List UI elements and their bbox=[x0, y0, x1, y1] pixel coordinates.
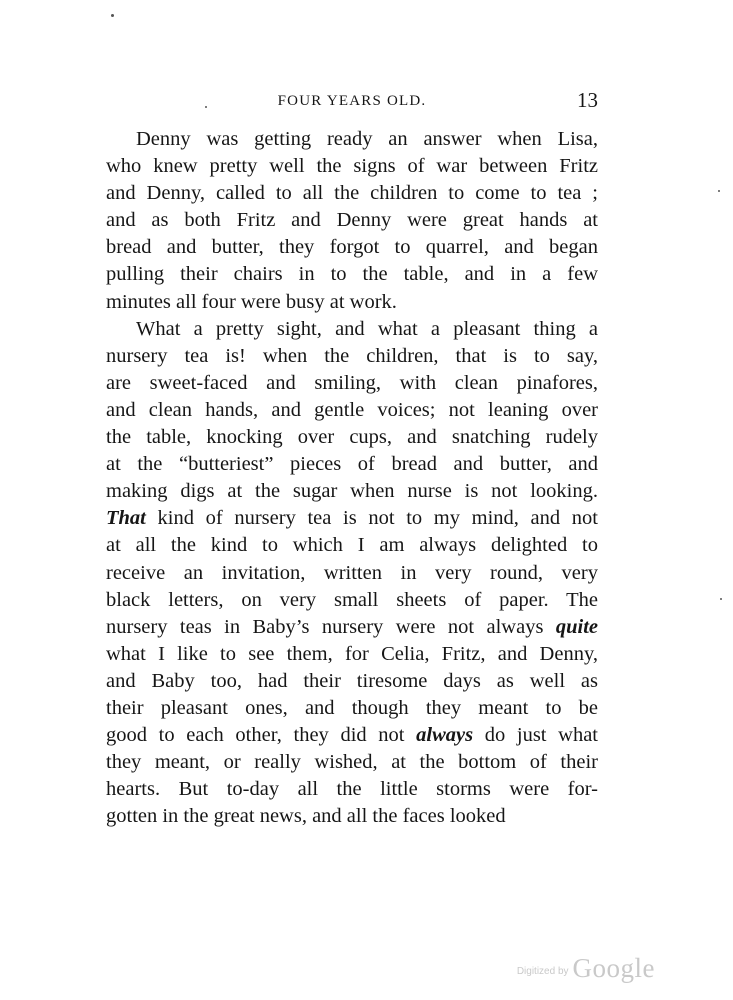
text-line bbox=[106, 587, 598, 614]
running-title: FOUR YEARS OLD. bbox=[277, 93, 427, 109]
line-text: black letters, on very small sheets of paper. The bbox=[106, 588, 598, 611]
line-text: hearts. But to-day all the little storms were for- bbox=[106, 778, 598, 801]
text-line bbox=[106, 316, 598, 343]
watermark-prefix: Digitized by bbox=[516, 966, 569, 977]
scan-speck bbox=[720, 598, 722, 600]
text-line bbox=[106, 451, 598, 478]
line-text: nursery tea is! when the children, that is to say, bbox=[106, 344, 598, 367]
text-line bbox=[106, 370, 598, 397]
text-line bbox=[106, 261, 598, 288]
running-header bbox=[106, 88, 598, 114]
line-text: at the “butteriest” pieces of bread and butter, and bbox=[106, 453, 598, 476]
line-text: nursery teas in Baby’s nursery were not always bbox=[106, 615, 556, 638]
text-line bbox=[106, 397, 598, 424]
line-text: receive an invitation, written in very round, very bbox=[106, 561, 598, 584]
text-line bbox=[106, 722, 598, 749]
line-text: who knew pretty well the signs of war between Fritz bbox=[106, 155, 598, 178]
line-text: good to each other, they did not bbox=[106, 724, 417, 747]
line-text: and Denny, called to all the children to come to tea ; bbox=[106, 182, 598, 205]
line-text: at all the kind to which I am always delighted to bbox=[106, 534, 598, 557]
text-line bbox=[106, 614, 598, 641]
text-line bbox=[106, 289, 598, 316]
line-text: are sweet-faced and smiling, with clean pinafores, bbox=[106, 371, 598, 394]
line-text: kind of nursery tea is not to my mind, and not bbox=[145, 507, 598, 530]
line-text: Denny was getting ready an answer when Lisa, bbox=[136, 128, 598, 150]
text-line bbox=[106, 153, 598, 180]
line-text: and Baby too, had their tiresome days as well as bbox=[106, 669, 598, 692]
line-text: their pleasant ones, and though they meant to be bbox=[106, 696, 598, 719]
text-line bbox=[106, 532, 598, 559]
line-text: minutes all four were busy at work. bbox=[106, 290, 397, 313]
text-line bbox=[106, 126, 598, 153]
italic-word: always bbox=[416, 724, 474, 747]
page-number: 13 bbox=[577, 88, 598, 112]
line-text: making digs at the sugar when nurse is not looking. bbox=[106, 480, 598, 503]
body-text bbox=[106, 126, 598, 830]
text-line bbox=[106, 803, 598, 830]
line-text: gotten in the great news, and all the faces looked bbox=[106, 805, 506, 828]
scan-speck bbox=[718, 190, 720, 192]
text-line bbox=[106, 343, 598, 370]
italic-word: quite bbox=[555, 615, 598, 638]
text-line bbox=[106, 776, 598, 803]
line-text: they meant, or really wished, at the bottom of their bbox=[106, 751, 598, 774]
text-line bbox=[106, 749, 598, 776]
text-line bbox=[106, 695, 598, 722]
line-text: and clean hands, and gentle voices; not leaning over bbox=[106, 398, 598, 421]
line-text: the table, knocking over cups, and snatching rudely bbox=[106, 426, 598, 449]
line-text: and as both Fritz and Denny were great hands at bbox=[106, 209, 598, 232]
scan-speck bbox=[111, 14, 114, 17]
text-line bbox=[106, 180, 598, 207]
line-text: pulling their chairs in to the table, and in a few bbox=[106, 263, 598, 286]
line-text: bread and butter, they forgot to quarrel, and began bbox=[106, 236, 598, 259]
text-line bbox=[106, 207, 598, 234]
text-line bbox=[106, 478, 598, 505]
text-line bbox=[106, 560, 598, 587]
text-line bbox=[106, 668, 598, 695]
digitized-by-google-watermark bbox=[517, 953, 655, 984]
watermark-brand: Google bbox=[572, 953, 655, 983]
text-line bbox=[106, 641, 598, 668]
line-text: what I like to see them, for Celia, Fritz, and Denny, bbox=[106, 642, 598, 665]
text-line bbox=[106, 234, 598, 261]
italic-word: That bbox=[106, 507, 146, 530]
line-text: do just what bbox=[473, 724, 599, 747]
line-text: What a pretty sight, and what a pleasant thing a bbox=[136, 317, 598, 340]
text-line bbox=[106, 424, 598, 451]
text-line bbox=[106, 505, 598, 532]
